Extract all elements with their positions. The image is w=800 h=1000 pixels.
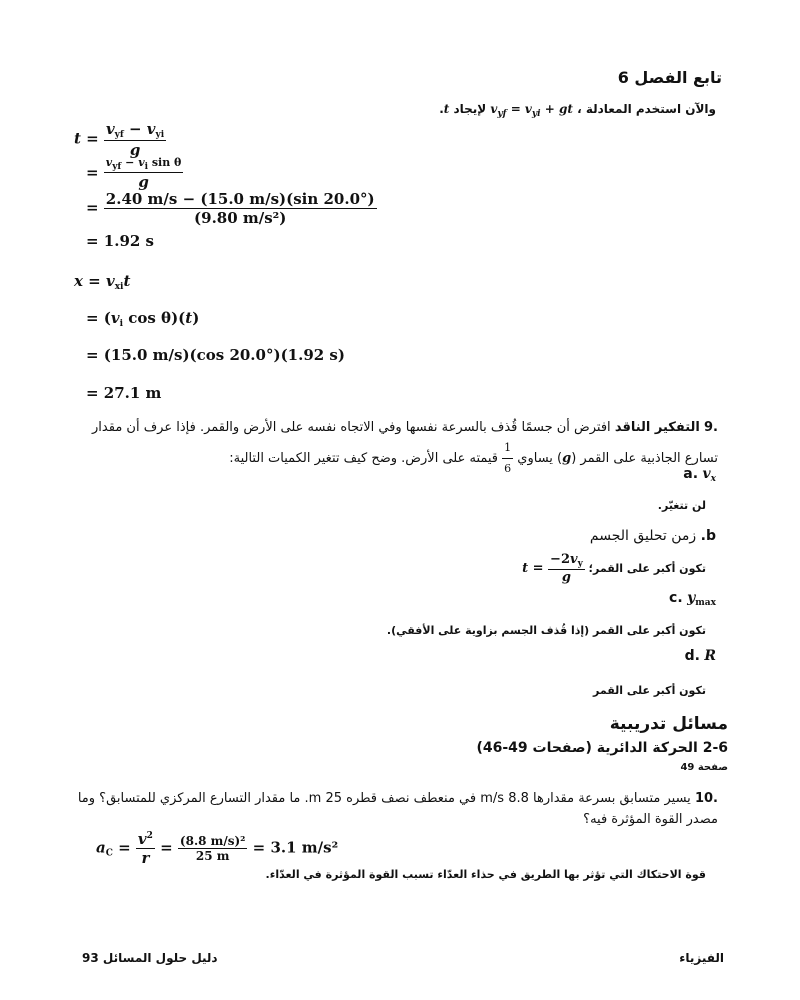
q10-line2: مصدر القوة المؤثرة فيه؟ — [583, 812, 718, 827]
x-result: = 27.1 m — [86, 384, 162, 402]
x-step2: = (15.0 m/s)(cos 20.0°)(1.92 s) — [86, 346, 345, 364]
q10-line1: يسير متسابق بسرعة مقدارها 8.8 m/s في منعطف نصف قطره 25 m. ما مقدار التسارع المركزي للمتسابق؟ وما — [77, 791, 691, 806]
t-equation-line2: = $\frac{v_{yf} - v_i \sin \theta}{g}$ — [86, 156, 182, 191]
q10-text — [70, 788, 718, 830]
q9-number: .9 — [704, 420, 718, 435]
t-equation-line1: t = $\frac{v_{yf} - v_{yi}}{g}$ — [74, 120, 165, 159]
fraction-2: $\frac{v_{yf} - v_i \sin \theta}{g}$ — [105, 156, 182, 191]
q9-a-label: a. $v_x$ — [683, 466, 716, 484]
q9-label: التفكير الناقد — [614, 420, 700, 435]
q10-number: .10 — [694, 791, 718, 806]
intro-equation: $v_{yf} = v_{yi}$ + gt — [490, 102, 573, 119]
t-equation-line3: = $\frac{2.40 m/s - (15.0 m/s)(\sin 20.0^\circ)}{\text{(9.80 m/s²)}}$ — [86, 190, 375, 227]
q9-a-answer: لن تتغيّر. — [657, 499, 706, 512]
practice-title: مسائل تدريبية — [609, 714, 728, 734]
chapter-header: تابع الفصل 6 — [617, 68, 722, 87]
x-step1: = ($v_i$ cos θ)(t) — [86, 309, 200, 329]
practice-section: 2-6 الحركة الدائرية (صفحات 49-46) — [476, 740, 728, 756]
q9-d-answer: تكون أكبر على القمر — [593, 684, 706, 697]
q10-equation: $a_C$ = $\frac{v^2}{r}$ = $\frac{\text{(8.8 m/s)²}}{25 m}$ = 3.1 m/s² — [96, 830, 339, 867]
q9-b-answer: تكون أكبر على القمر؛ t = $\frac{-2v_y}{g}$ — [522, 552, 706, 585]
q9-d-label: d. R — [684, 648, 716, 664]
q9-b-label: b. زمن تحليق الجسم — [589, 528, 716, 544]
intro-text — [439, 102, 716, 119]
q9-c-label: c. $y_{max}$ — [669, 590, 716, 608]
q10-fraction-2: $\frac{\text{(8.8 m/s)²}}{25 m}$ — [179, 834, 246, 863]
x-equation: $x = v_{xi}t$ — [74, 272, 131, 292]
q9-c-answer: تكون أكبر على القمر (إذا قُذف الجسم بزاوية على الأفقي). — [386, 624, 706, 637]
t-result: = 1.92 s — [86, 232, 154, 250]
q9-text — [70, 418, 718, 479]
q9-line2: تسارع الجاذبية على القمر (g) يساوي $\frac{1}{6}$ قيمته على الأرض. وضح كيف تتغير الكميات التالية: — [229, 451, 718, 466]
practice-page-ref: صفحة 49 — [680, 762, 728, 773]
q10-answer: قوة الاحتكاك التي تؤثر بها الطريق في حذاء العدّاء تسبب القوة المؤثرة في العدّاء. — [265, 868, 706, 881]
intro-prefix: والآن استخدم المعادلة ، — [572, 102, 716, 116]
footer-book-title: دليل حلول المسائل 93 — [82, 951, 218, 965]
q10-fraction-1: $\frac{v^2}{r}$ — [137, 830, 153, 867]
fraction-1: $\frac{v_{yf} - v_{yi}}{g}$ — [105, 120, 165, 159]
q9-line1: افترض أن جسمًا قُذف بالسرعة نفسها وفي الاتجاه نفسه على الأرض والقمر. فإذا عرف أن مقدار — [92, 420, 611, 435]
fraction-3: $\frac{2.40 m/s - (15.0 m/s)(\sin 20.0^\circ)}{\text{(9.80 m/s²)}}$ — [105, 190, 375, 227]
intro-suffix: لإيجاد t. — [439, 102, 491, 116]
footer-subject: الفيزياء — [679, 951, 724, 965]
